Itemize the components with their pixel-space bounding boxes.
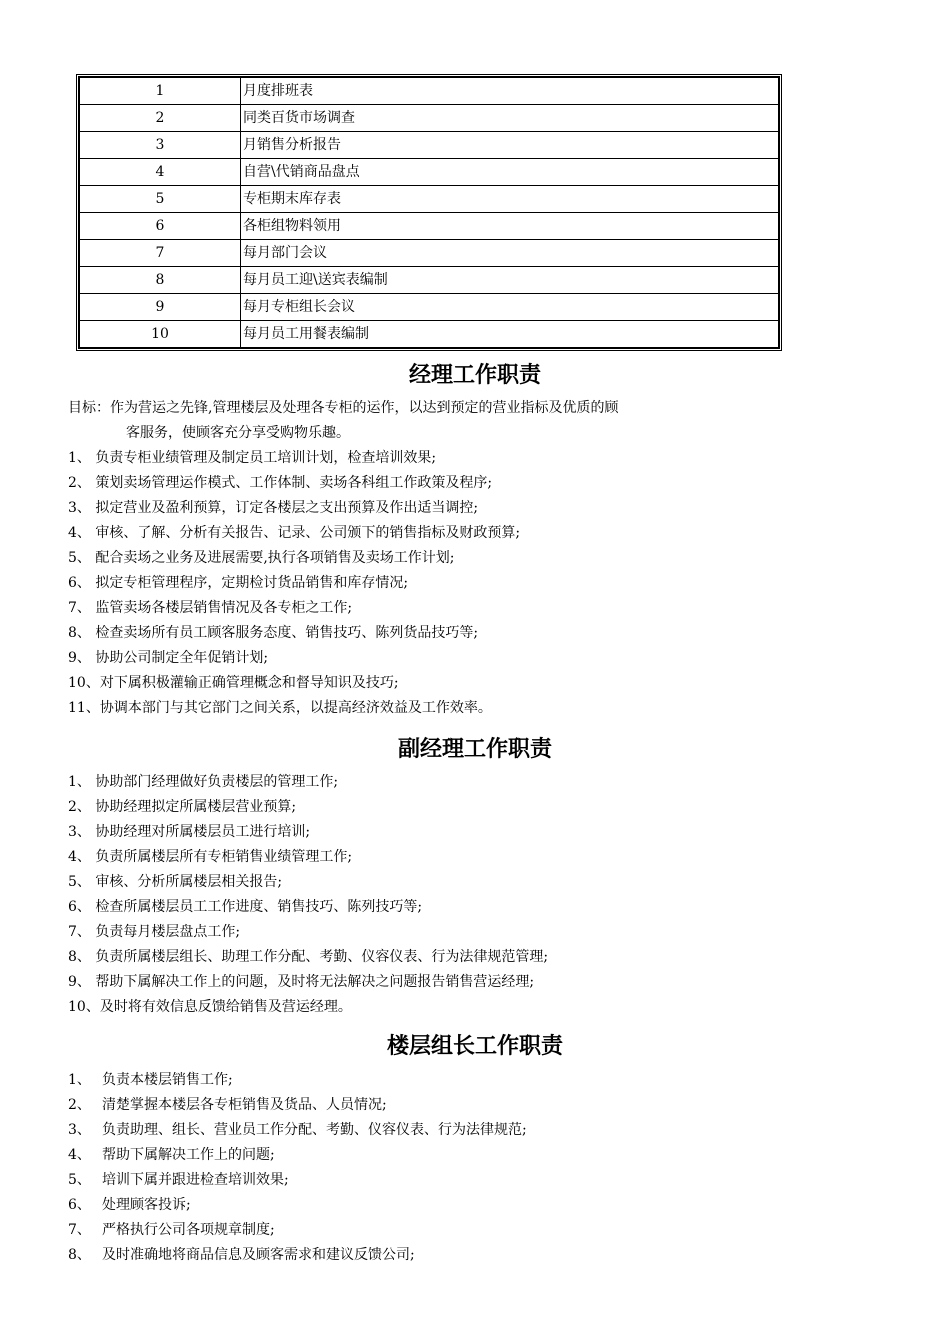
table-row — [80, 240, 779, 267]
row-task: 每月专柜组长会议 — [241, 294, 779, 321]
item-text: 处理顾客投诉; — [102, 1197, 191, 1213]
row-number: 3 — [80, 132, 241, 159]
row-task: 每月员工用餐表编制 — [241, 321, 779, 348]
list-item: 9、 协助公司制定全年促销计划; — [68, 650, 269, 666]
row-task: 每月部门会议 — [241, 240, 779, 267]
list-item: 1、 负责专柜业绩管理及制定员工培训计划，检查培训效果; — [68, 450, 437, 466]
table-row — [80, 267, 779, 294]
row-task: 专柜期末库存表 — [241, 186, 779, 213]
list-item: 9、 帮助下属解决工作上的问题，及时将无法解决之问题报告销售营运经理; — [68, 974, 535, 990]
item-number: 1、 — [68, 1072, 91, 1088]
list-item — [68, 1193, 527, 1218]
list-item: 10、及时将有效信息反馈给销售及营运经理。 — [68, 999, 352, 1015]
item-text: 帮助下属解决工作上的问题; — [102, 1147, 275, 1163]
table-row — [80, 321, 779, 348]
row-task: 各柜组物料领用 — [241, 213, 779, 240]
table-row — [80, 186, 779, 213]
table-row — [80, 159, 779, 186]
row-task: 自营\代销商品盘点 — [241, 159, 779, 186]
list-item: 8、 检查卖场所有员工顾客服务态度、销售技巧、陈列货品技巧等; — [68, 625, 479, 641]
goal-text-line1: 作为营运之先锋,管理楼层及处理各专柜的运作，以达到预定的营业指标及优质的顾 — [110, 400, 619, 416]
list-item: 4、 审核、了解、分析有关报告、记录、公司颁下的销售指标及财政预算; — [68, 525, 521, 541]
list-item: 7、 监管卖场各楼层销售情况及各专柜之工作; — [68, 600, 353, 616]
goal-label: 目标： — [68, 400, 110, 416]
deputy-duties-title: 副经理工作职责 — [397, 737, 552, 762]
row-number: 9 — [80, 294, 241, 321]
row-number: 5 — [80, 186, 241, 213]
list-item: 2、 策划卖场管理运作模式、工作体制、卖场各科组工作政策及程序; — [68, 475, 493, 491]
item-number: 7、 — [68, 1222, 91, 1238]
list-item: 3、 协助经理对所属楼层员工进行培训; — [68, 824, 311, 840]
table-row — [80, 294, 779, 321]
item-number: 3、 — [68, 1122, 91, 1138]
list-item — [68, 1143, 527, 1168]
item-number: 6、 — [68, 1197, 91, 1213]
table-row — [80, 132, 779, 159]
list-item: 2、 协助经理拟定所属楼层营业预算; — [68, 799, 297, 815]
list-item: 5、 审核、分析所属楼层相关报告; — [68, 874, 283, 890]
table-row — [80, 105, 779, 132]
list-item: 6、 拟定专柜管理程序，定期检讨货品销售和库存情况; — [68, 575, 409, 591]
item-number: 2、 — [68, 1097, 91, 1113]
list-item — [68, 1168, 527, 1193]
table-row — [80, 213, 779, 240]
list-item: 11、协调本部门与其它部门之间关系，以提高经济效益及工作效率。 — [68, 700, 492, 716]
list-item: 1、 协助部门经理做好负责楼层的管理工作; — [68, 774, 339, 790]
list-item: 10、对下属积极灌输正确管理概念和督导知识及技巧; — [68, 675, 399, 691]
manager-duties-title: 经理工作职责 — [408, 363, 541, 388]
item-number: 8、 — [68, 1247, 91, 1263]
list-item: 3、 拟定营业及盈利预算，订定各楼层之支出预算及作出适当调控; — [68, 500, 479, 516]
item-number: 4、 — [68, 1147, 91, 1163]
monthly-tasks-table-frame — [76, 74, 782, 351]
list-item: 4、 负责所属楼层所有专柜销售业绩管理工作; — [68, 849, 353, 865]
list-item — [68, 1068, 527, 1093]
row-task: 月销售分析报告 — [241, 132, 779, 159]
table-row — [80, 78, 779, 105]
item-text: 负责助理、组长、营业员工作分配、考勤、仪容仪表、行为法律规范; — [102, 1122, 527, 1138]
row-number: 1 — [80, 78, 241, 105]
floor-leader-duties-list — [68, 1068, 527, 1268]
row-number: 8 — [80, 267, 241, 294]
list-item — [68, 1093, 527, 1118]
list-item — [68, 1218, 527, 1243]
goal-text-line2: 客服务，使顾客充分享受购物乐趣。 — [126, 425, 350, 441]
manager-duties-list — [68, 446, 520, 721]
list-item — [68, 1118, 527, 1143]
row-number: 6 — [80, 213, 241, 240]
list-item: 5、 配合卖场之业务及进展需要,执行各项销售及卖场工作计划; — [68, 550, 455, 566]
item-number: 5、 — [68, 1172, 91, 1188]
list-item: 6、 检查所属楼层员工工作进度、销售技巧、陈列技巧等; — [68, 899, 423, 915]
row-task: 月度排班表 — [241, 78, 779, 105]
list-item — [68, 1243, 527, 1268]
row-task: 同类百货市场调查 — [241, 105, 779, 132]
deputy-duties-list — [68, 770, 548, 1020]
monthly-tasks-table — [79, 77, 779, 348]
row-number: 4 — [80, 159, 241, 186]
row-number: 10 — [80, 321, 241, 348]
row-number: 2 — [80, 105, 241, 132]
manager-goal — [68, 396, 618, 421]
row-task: 每月员工迎\送宾表编制 — [241, 267, 779, 294]
item-text: 负责本楼层销售工作; — [102, 1072, 233, 1088]
row-number: 7 — [80, 240, 241, 267]
item-text: 及时准确地将商品信息及顾客需求和建议反馈公司; — [102, 1247, 415, 1263]
item-text: 培训下属并跟进检查培训效果; — [102, 1172, 289, 1188]
item-text: 严格执行公司各项规章制度; — [102, 1222, 275, 1238]
floor-leader-duties-title: 楼层组长工作职责 — [386, 1034, 563, 1059]
list-item: 8、 负责所属楼层组长、助理工作分配、考勤、仪容仪表、行为法律规范管理; — [68, 949, 549, 965]
item-text: 清楚掌握本楼层各专柜销售及货品、人员情况; — [102, 1097, 387, 1113]
list-item: 7、 负责每月楼层盘点工作; — [68, 924, 241, 940]
